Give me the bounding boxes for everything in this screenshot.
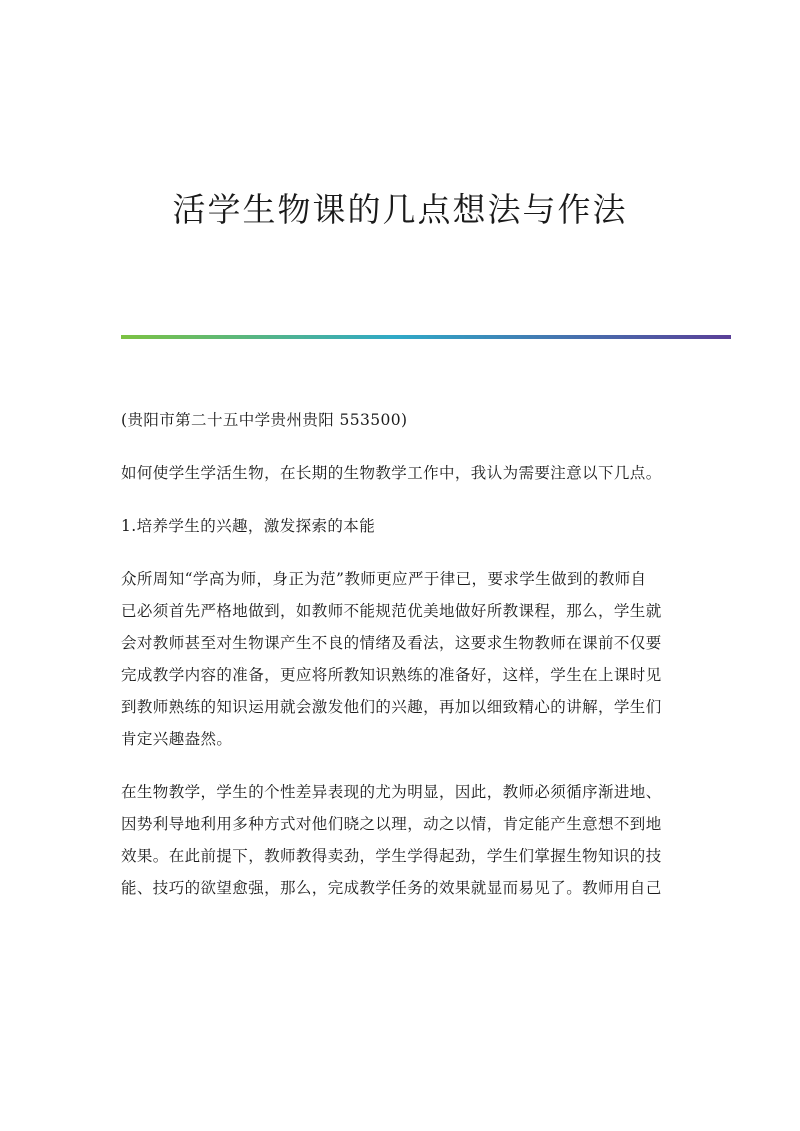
paragraph-1-line: 到教师熟练的知识运用就会激发他们的兴趣，再加以细致精心的讲解，学生们: [121, 698, 662, 716]
paragraph-2-line: 效果。在此前提下，教师教得卖劲，学生学得起劲，学生们掌握生物知识的技: [121, 847, 662, 865]
document-title: 活学生物课的几点想法与作法: [172, 190, 628, 229]
paragraph-2: [121, 776, 683, 904]
intro-paragraph: 如何使学生学活生物，在长期的生物教学工作中，我认为需要注意以下几点。: [121, 464, 662, 482]
title-divider-rule: [121, 335, 731, 339]
paragraph-2-line: 因势利导地利用多种方式对他们晓之以理，动之以情，肯定能产生意想不到地: [121, 815, 662, 833]
section-heading-1: 1.培养学生的兴趣，激发探索的本能: [121, 517, 376, 535]
document-body: [121, 404, 683, 904]
paragraph-1-line: 已必须首先严格地做到，如教师不能规范优美地做好所教课程，那么，学生就: [121, 602, 662, 620]
paragraph-1-line: 完成教学内容的准备，更应将所教知识熟练的准备好，这样，学生在上课时见: [121, 666, 662, 684]
paragraph-1: [121, 563, 683, 755]
paragraph-2-line: 在生物教学，学生的个性差异表现的尤为明显，因此，教师必须循序渐进地、: [121, 783, 662, 801]
affiliation-line: (贵阳市第二十五中学贵州贵阳 553500): [121, 411, 408, 429]
paragraph-2-line: 能、技巧的欲望愈强，那么，完成教学任务的效果就显而易见了。教师用自己: [121, 879, 662, 897]
paragraph-1-line: 众所周知“学高为师，身正为范”教师更应严于律已，要求学生做到的教师自: [121, 570, 647, 588]
paragraph-1-line: 会对教师甚至对生物课产生不良的情绪及看法，这要求生物教师在课前不仅要: [121, 634, 662, 652]
paragraph-1-line: 肯定兴趣盎然。: [121, 730, 233, 748]
